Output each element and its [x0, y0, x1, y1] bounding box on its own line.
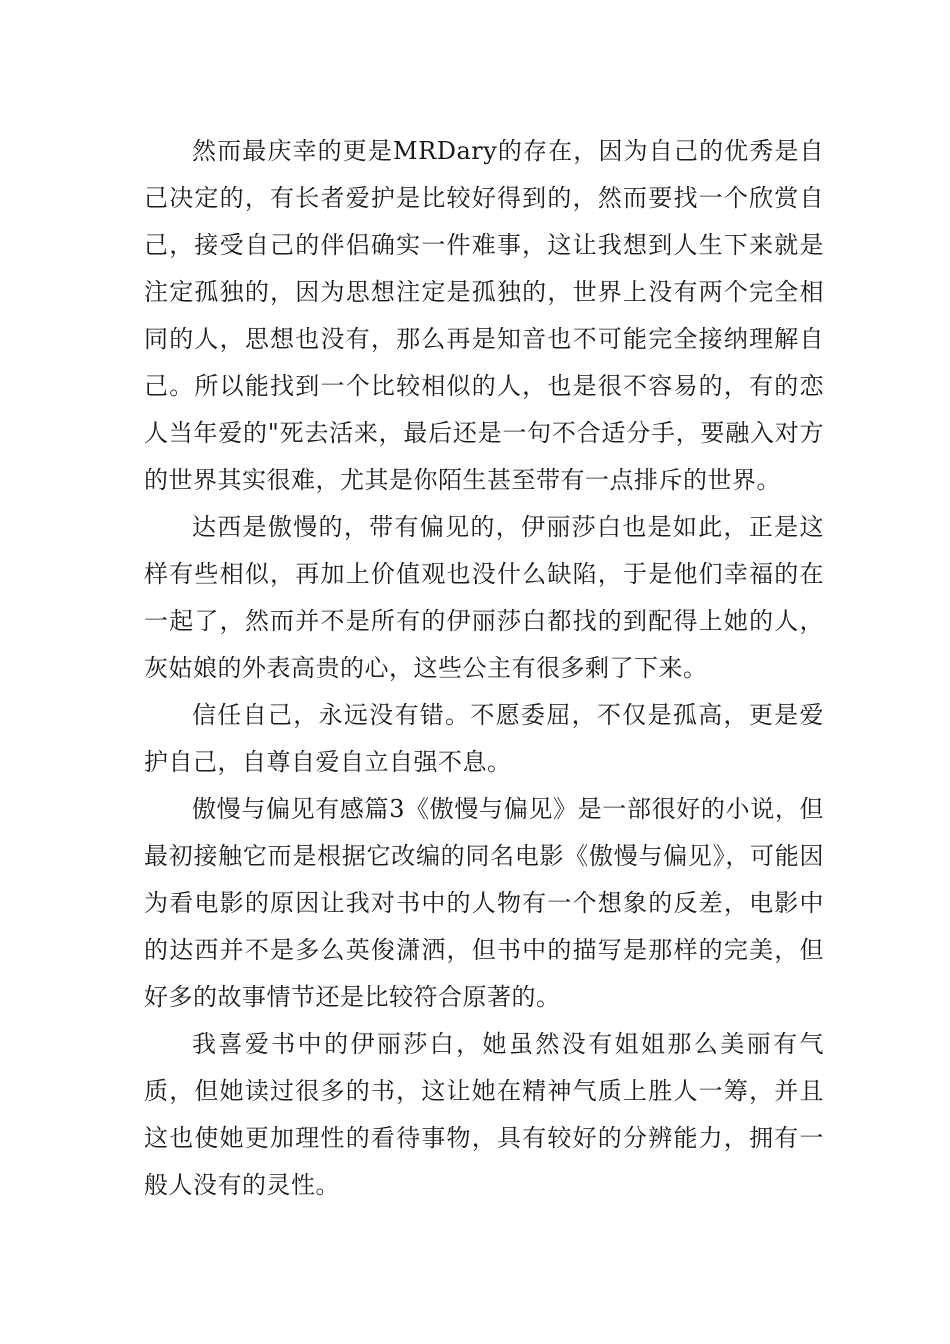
paragraph-1: 然而最庆幸的更是MRDary的存在，因为自己的优秀是自己决定的，有长者爱护是比较好得到的，然而要找一个欣赏自己，接受自己的伴侣确实一件难事，这让我想到人生下来就是注定孤独的，因为思想注定是孤独的，世界上没有两个完全相同的人，思想也没有，那么再是知音也不可能完全接纳理解自己。所以能找到一个比较相似的人，也是很不容易的，有的恋人当年爱的"死去活来，最后还是一句不合适分手，要融入对方的世界其实很难，尤其是你陌生甚至带有一点排斥的世界。 — [144, 137, 824, 494]
document-body — [144, 128, 824, 1209]
paragraph-4: 傲慢与偏见有感篇3《傲慢与偏见》是一部很好的小说，但最初接触它而是根据它改编的同名电影《傲慢与偏见》，可能因为看电影的原因让我对书中的人物有一个想象的反差，电影中的达西并不是多么英俊潇洒，但书中的描写是那样的完美，但好多的故事情节还是比较符合原著的。 — [144, 795, 824, 1011]
paragraph-2: 达西是傲慢的，带有偏见的，伊丽莎白也是如此，正是这样有些相似，再加上价值观也没什么缺陷，于是他们幸福的在一起了，然而并不是所有的伊丽莎白都找的到配得上她的人，灰姑娘的外表高贵的心，这些公主有很多剩了下来。 — [144, 513, 824, 682]
paragraph-3: 信任自己，永远没有错。不愿委屈，不仅是孤高，更是爱护自己，自尊自爱自立自强不息。 — [144, 701, 824, 776]
paragraph-5: 我喜爱书中的伊丽莎白，她虽然没有姐姐那么美丽有气质，但她读过很多的书，这让她在精神气质上胜人一筹，并且这也使她更加理性的看待事物，具有较好的分辨能力，拥有一般人没有的灵性。 — [144, 1030, 824, 1199]
